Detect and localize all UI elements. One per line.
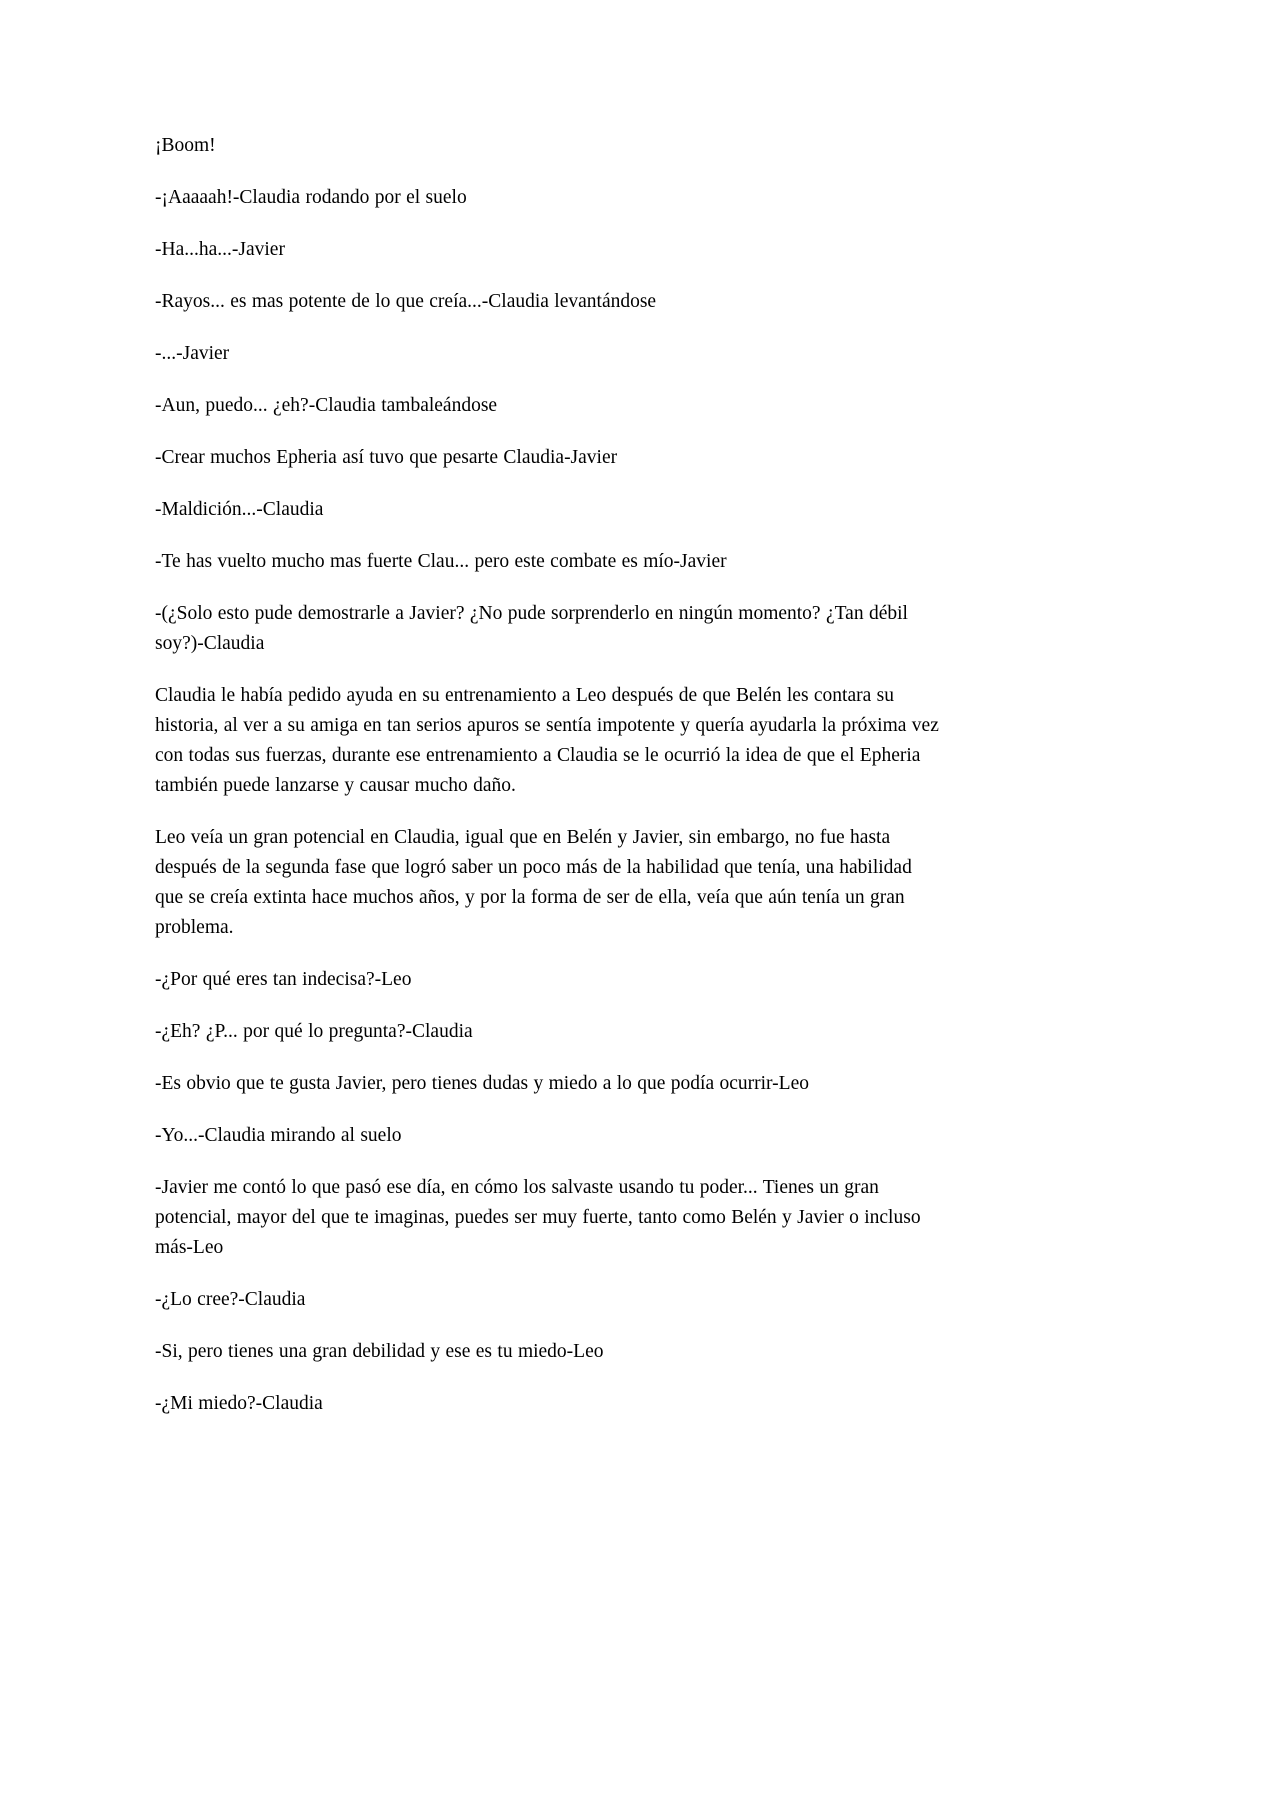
paragraph: -...-Javier <box>155 343 230 364</box>
paragraph: -Maldición...-Claudia <box>155 499 324 520</box>
paragraph: -¿Por qué eres tan indecisa?-Leo <box>155 969 412 990</box>
paragraph: -(¿Solo esto pude demostrarle a Javier? ¿No pude sorprenderlo en ningún momento? ¿Tan débil soy?)-Claudia <box>155 603 908 654</box>
paragraph: -¿Mi miedo?-Claudia <box>155 1393 323 1414</box>
paragraph: -Si, pero tienes una gran debilidad y ese es tu miedo-Leo <box>155 1341 604 1362</box>
paragraph: -Crear muchos Epheria así tuvo que pesarte Claudia-Javier <box>155 447 618 468</box>
paragraph: -Javier me contó lo que pasó ese día, en cómo los salvaste usando tu poder... Tienes un gran potencial, mayor del que te imaginas, puedes ser muy fuerte, tanto como Belén y Javier o incluso más-Leo <box>155 1177 921 1258</box>
paragraph: -Aun, puedo... ¿eh?-Claudia tambaleándose <box>155 395 498 416</box>
paragraph: Claudia le había pedido ayuda en su entrenamiento a Leo después de que Belén les contara su historia, al ver a su amiga en tan serios apuros se sentía impotente y quería ayudarla la próxima vez con todas sus fuerzas, durante ese entrenamiento a Claudia se le ocurrió la idea de que el Epheria también puede lanzarse y causar mucho daño. <box>155 685 939 796</box>
paragraph: -¿Lo cree?-Claudia <box>155 1289 306 1310</box>
paragraph: -Ha...ha...-Javier <box>155 239 285 260</box>
paragraph: -¿Eh? ¿P... por qué lo pregunta?-Claudia <box>155 1021 473 1042</box>
paragraph: -Te has vuelto mucho mas fuerte Clau... pero este combate es mío-Javier <box>155 551 727 572</box>
paragraph: -Es obvio que te gusta Javier, pero tienes dudas y miedo a lo que podía ocurrir-Leo <box>155 1073 809 1094</box>
paragraph: -Rayos... es mas potente de lo que creía...-Claudia levantándose <box>155 291 657 312</box>
paragraph: ¡Boom! <box>155 135 216 156</box>
paragraph: -Yo...-Claudia mirando al suelo <box>155 1125 402 1146</box>
paragraph: -¡Aaaaah!-Claudia rodando por el suelo <box>155 187 467 208</box>
paragraph: Leo veía un gran potencial en Claudia, igual que en Belén y Javier, sin embargo, no fue hasta después de la segunda fase que logró saber un poco más de la habilidad que tenía, una habilidad que se creía extinta hace muchos años, y por la forma de ser de ella, veía que aún tenía un gran problema. <box>155 827 912 938</box>
